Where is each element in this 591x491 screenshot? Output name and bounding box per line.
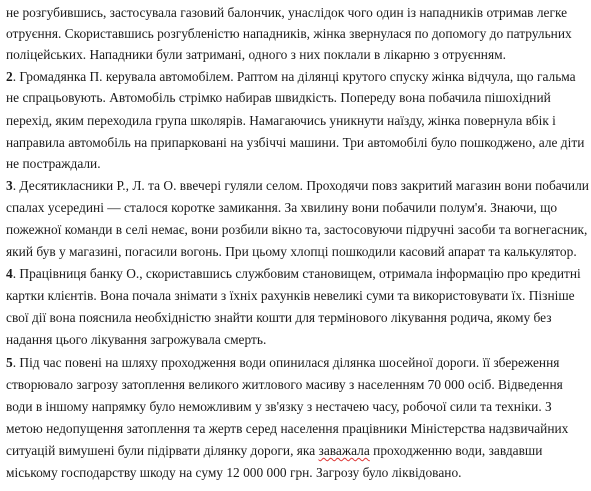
text-line: направила автомобіль на припарковані на узбіччі машини. Три автомобілі було пошкоджено, але діти xyxy=(6,135,585,150)
text-line: не розгубившись, застосувала газовий балончик, унаслідок чого один із нападників отримав легке xyxy=(6,5,568,20)
text-line: який був у магазині, погасили вогонь. При цьому хлопці пошкодили касовий апарат та калькулятор. xyxy=(6,244,577,259)
item-number: 2 xyxy=(6,69,13,84)
text-line: 2. Громадянка П. керувала автомобілем. Раптом на ділянці крутого спуску жінка відчула, що гальма xyxy=(6,69,576,84)
text-line: не постраждали. xyxy=(6,156,101,171)
spellcheck-underlined-word: заважала xyxy=(318,443,370,458)
text-line: пожежної команди в селі немає, вони розбили вікно та, застосовуючи підручні засоби та вогнегасник, xyxy=(6,222,588,237)
text-line: міському господарству шкоду на суму 12 000 000 грн. Загрозу було ліквідовано. xyxy=(6,465,462,480)
text-line: 5. Під час повені на шляху проходження води опинилася ділянка шосейної дороги. її збереження xyxy=(6,355,560,370)
text-line: 4. Працівниця банку О., скориставшись службовим становищем, отримала інформацію про кредитні xyxy=(6,266,581,281)
text-line: перехід, яким переходила група школярів. Намагаючись уникнути наїзду, жінка повернула вбік і xyxy=(6,113,556,128)
item-number: 5 xyxy=(6,355,13,370)
text-line: надання цього лікування загрожувала смерть. xyxy=(6,332,267,347)
text-line: картки клієнтів. Вона почала знімати з їхніх рахунків невеликі суми та використовувати їх. Пізніше xyxy=(6,288,575,303)
text-line: 3. Десятикласники Р., Л. та О. ввечері гуляли селом. Проходячи повз закритий магазин вони побачили xyxy=(6,178,589,193)
text-line: спалах усередині — сталося коротке замикання. За хвилину вони побачили полум'я. Знаючи, що xyxy=(6,200,558,215)
text-line: метою недопущення затоплення та жертв серед населення працівники Міністерства надзвичайних xyxy=(6,421,569,436)
text-line: води в іншому напрямку було неможливим у зв'язку з нестачею часу, робочої сили та техніки. З xyxy=(6,399,552,414)
item-number: 3 xyxy=(6,178,13,193)
item-number: 4 xyxy=(6,266,13,281)
text-line: поліцейських. Нападники були затримані, одного з них поклали в лікарню з отруєнням. xyxy=(6,47,506,62)
text-line: отруєння. Скориставшись розгубленістю нападників, жінка звернулася по допомогу до патрульних xyxy=(6,26,572,41)
text-line: не спрацьовують. Автомобіль стрімко набирав швидкість. Попереду вона побачила пішохідний xyxy=(6,90,551,105)
text-line: створювало загрозу затоплення великого житлового масиву з населенням 70 000 осіб. Відведення xyxy=(6,377,563,392)
text-line: свої дії вона пояснила необхідністю знайти кошти для термінового лікування родича, якому без xyxy=(6,310,552,325)
text-line: ситуацій вимушені були підірвати ділянку дороги, яка заважала проходженню води, завдавши xyxy=(6,443,543,458)
